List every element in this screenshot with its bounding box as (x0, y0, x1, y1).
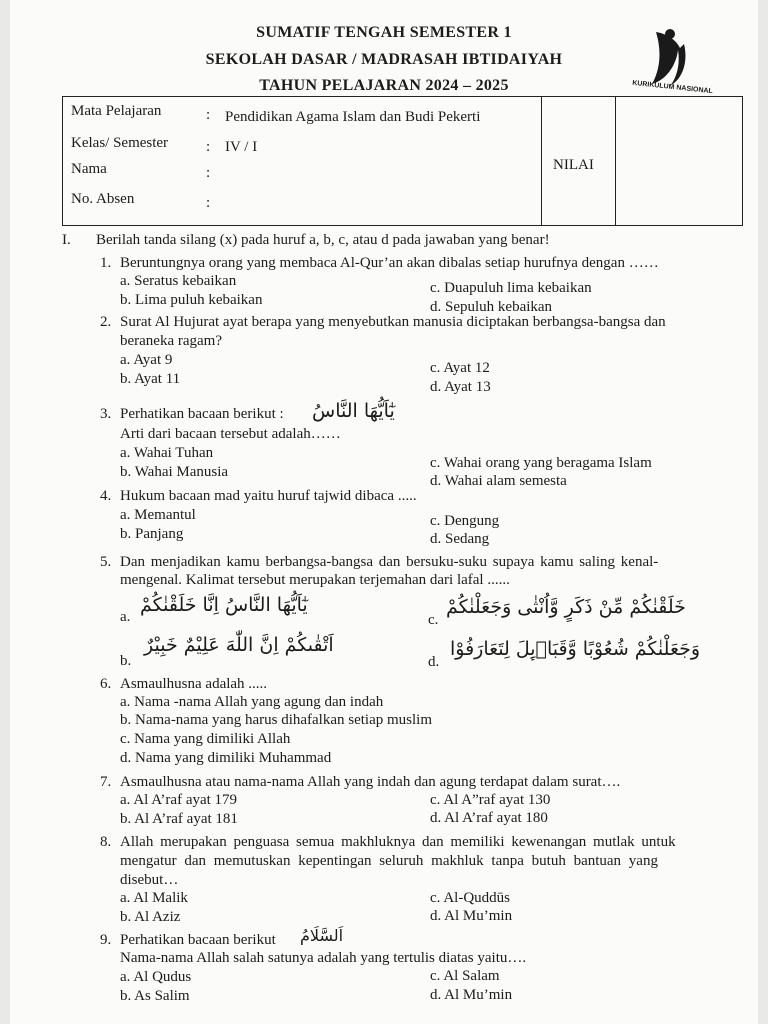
arabic-option-a: يٰٓاَيُّهَا النَّاسُ اِنَّا خَلَقْنٰكُمْ (140, 594, 308, 616)
option-a: a. Ayat 9 (120, 352, 173, 368)
option-a: a. Memantul (120, 507, 196, 523)
kurikulum-logo-text: KURIKULUM NASIONAL (631, 79, 714, 96)
question-text: Arti dari bacaan tersebut adalah…… (120, 426, 341, 442)
identity-table (62, 96, 743, 226)
option-d: d. Nama yang dimiliki Muhammad (120, 750, 332, 766)
option-c: c. Duapuluh lima kebaikan (430, 280, 592, 296)
question-text: Asmaulhusna adalah ..... (120, 676, 268, 692)
question-number: 3. (100, 406, 112, 422)
question-text: Beruntungnya orang yang membaca Al-Qur’an akan dibalas setiap hurufnya dengan …… (120, 255, 659, 271)
option-c: c. Al A”raf ayat 130 (430, 792, 551, 808)
question-number: 9. (100, 932, 112, 948)
arabic-option-b: اَتْقٰىكُمْ اِنَّ اللّٰهَ عَلِيْمٌ خَبِيْرٌ (144, 634, 334, 656)
arabic-option-c: خَلَقْنٰكُمْ مِّنْ ذَكَرٍ وَّاُنْثٰى وَجَعَلْنٰكُمْ (446, 596, 686, 618)
arabic-option-d: وَجَعَلْنٰكُمْ شُعُوْبًا وَّقَبَاۤىِٕلَ لِتَعَارَفُوْا (450, 638, 701, 660)
colon: : (206, 165, 211, 181)
arabic-phrase: اَلسَّلَامُ (300, 926, 344, 945)
question-number: 1. (100, 255, 112, 271)
question-text: Hukum bacaan mad yaitu huruf tajwid dibaca ..... (120, 488, 417, 504)
label-subject: Mata Pelajaran (71, 103, 162, 119)
option-d: d. Sepuluh kebaikan (430, 299, 553, 315)
nilai-label: NILAI (553, 157, 594, 173)
option-c: c. Nama yang dimiliki Allah (120, 731, 291, 747)
label-absen: No. Absen (71, 191, 135, 207)
option-d: d. Sedang (430, 531, 490, 547)
question-number: 2. (100, 314, 112, 330)
section-number: I. (62, 232, 71, 248)
divider (541, 97, 542, 225)
option-d: d. Ayat 13 (430, 379, 491, 395)
option-d: d. (428, 654, 440, 670)
question-text: Asmaulhusna atau nama-nama Allah yang indah dan agung terdapat dalam surat…. (120, 774, 621, 790)
colon: : (206, 139, 211, 155)
question-text: Nama-nama Allah salah satunya adalah yang tertulis diatas yaitu…. (120, 950, 527, 966)
option-d: d. Al Mu’min (430, 987, 513, 1003)
option-a: a. Seratus kebaikan (120, 273, 237, 289)
option-b: b. As Salim (120, 988, 190, 1004)
school-level: SEKOLAH DASAR / MADRASAH IBTIDAIYAH (205, 51, 563, 68)
option-b: b. Lima puluh kebaikan (120, 292, 263, 308)
section-instruction: Berilah tanda silang (x) pada huruf a, b, c, atau d pada jawaban yang benar! (96, 232, 550, 248)
question-text: Allah merupakan penguasa semua makhluknya dan memiliki kewenangan mutlak untuk (120, 834, 676, 850)
question-text: mengatur dan memutuskan kepentingan seluruh makhluk tanpa butuh bantuan yang (120, 853, 658, 869)
exam-title: SUMATIF TENGAH SEMESTER 1 (256, 24, 512, 41)
option-b: b. Al Aziz (120, 909, 181, 925)
option-c: c. Al-Quddūs (430, 890, 510, 906)
arabic-phrase: يٰٓاَيُّهَا النَّاسُ (312, 400, 395, 422)
option-d: d. Wahai alam semesta (430, 473, 567, 489)
option-d: d. Al A’raf ayat 180 (430, 810, 548, 826)
question-number: 8. (100, 834, 112, 850)
option-a: a. Nama -nama Allah yang agung dan indah (120, 694, 384, 710)
option-a: a. Al Qudus (120, 969, 192, 985)
option-b: b. Nama-nama yang harus dihafalkan setiap muslim (120, 712, 432, 728)
label-name: Nama (71, 161, 107, 177)
option-d: d. Al Mu’min (430, 908, 513, 924)
question-number: 4. (100, 488, 112, 504)
option-c: c. Wahai orang yang beragama Islam (430, 455, 652, 471)
colon: : (206, 107, 211, 123)
class-value: IV / I (225, 139, 258, 155)
question-number: 5. (100, 554, 112, 570)
option-a: a. Al A’raf ayat 179 (120, 792, 238, 808)
option-b: b. Ayat 11 (120, 371, 181, 387)
question-text: beraneka ragam? (120, 333, 223, 349)
question-number: 6. (100, 676, 112, 692)
label-class: Kelas/ Semester (71, 135, 169, 151)
question-text: disebut… (120, 872, 179, 888)
option-b: b. Al A’raf ayat 181 (120, 811, 238, 827)
option-c: c. Al Salam (430, 968, 500, 984)
subject-value: Pendidikan Agama Islam dan Budi Pekerti (225, 109, 481, 125)
divider (615, 97, 616, 225)
question-text: mengenal. Kalimat tersebut merupakan terjemahan dari lafal ...... (120, 572, 510, 588)
academic-year: TAHUN PELAJARAN 2024 – 2025 (259, 77, 509, 94)
option-a: a. (120, 609, 131, 625)
question-text: Surat Al Hujurat ayat berapa yang menyebutkan manusia diciptakan berbangsa-bangsa dan (120, 314, 666, 330)
option-b: b. Panjang (120, 526, 184, 542)
question-number: 7. (100, 774, 112, 790)
option-c: c. Ayat 12 (430, 360, 490, 376)
question-text: Perhatikan bacaan berikut : (120, 406, 284, 422)
option-b: b. Wahai Manusia (120, 464, 229, 480)
option-a: a. Wahai Tuhan (120, 445, 214, 461)
option-a: a. Al Malik (120, 890, 188, 906)
option-c: c. Dengung (430, 513, 500, 529)
option-b: b. (120, 653, 132, 669)
colon: : (206, 195, 211, 211)
question-text: Perhatikan bacaan berikut (120, 932, 276, 948)
question-text: Dan menjadikan kamu berbangsa-bangsa dan bersuku-suku supaya kamu saling kenal- (120, 554, 659, 570)
option-c: c. (428, 612, 439, 628)
